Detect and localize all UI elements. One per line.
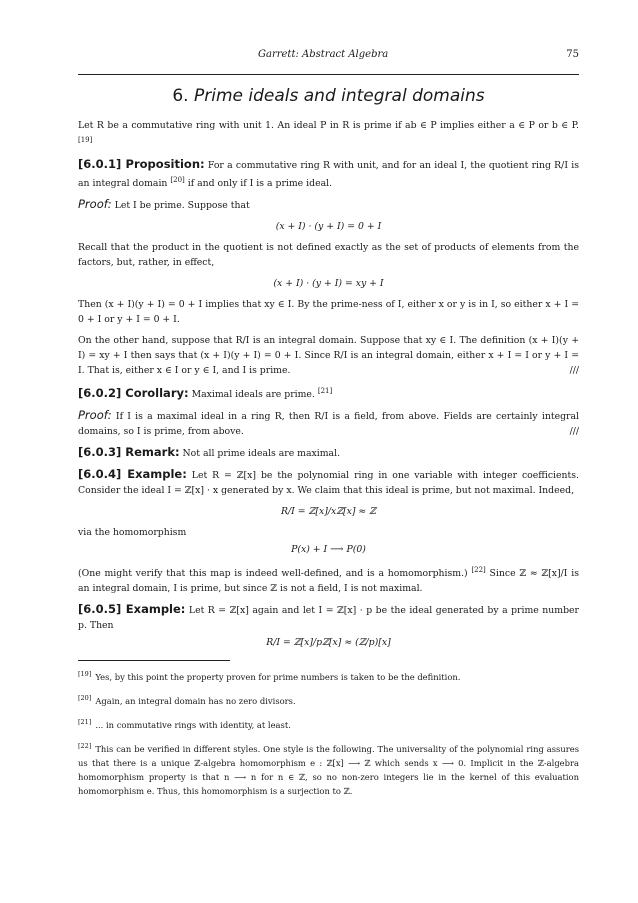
section-title [78, 86, 579, 106]
equation-5: R/I = ℤ[x]/pℤ[x] ≈ (ℤ/p)[x] [266, 637, 391, 649]
remark-603: [6.0.3] Remark: Not all prime ideals are maximal. [78, 445, 341, 460]
proof-label: Proof: [78, 197, 112, 212]
footnote-19: [19] Yes, by this point the property proven for prime numbers is taken to be the definition. [78, 670, 461, 683]
remark-label: [6.0.3] Remark: [78, 445, 180, 460]
proof-1-para-3: Then (x + I)(y + I) = 0 + I implies that xy ∈ I. By the prime-ness of I, either x or y is in I, so either x + I = 0 + I or y + I = 0 + I. [78, 299, 579, 326]
proof-label: Proof: [78, 408, 112, 423]
footnote-ref-22[interactable]: [22] [471, 566, 486, 575]
example-604-after: (One might verify that this map is indeed well-defined, and is a homomorphism.) [22] Since ℤ ≈ ℤ[x]/I is an integral domain, I is prime, but since ℤ is not a field, I is not maximal. [78, 566, 579, 595]
footnote-ref-20[interactable]: [20] [170, 176, 185, 185]
proposition-601: [6.0.1] Proposition: For a commutative ring R with unit, and for an ideal I, the quotient ring R/I is an integral domain [20] if and only if I is a prime ideal. [78, 157, 579, 190]
proof-2: Proof: If I is a maximal ideal in a ring R, then R/I is a field, from above. Fields are certainly integral domains, so I is prime, from above. /// [78, 408, 579, 438]
proof-1-intro: Proof: Let I be prime. Suppose that [78, 197, 250, 212]
equation-1: (x + I) · (y + I) = 0 + I [275, 221, 382, 233]
section-number: 6. [172, 86, 189, 106]
qed-mark: /// [569, 365, 579, 377]
proposition-label: [6.0.1] Proposition: [78, 157, 205, 172]
intro-paragraph: Let R be a commutative ring with unit 1. An ideal P in R is prime if ab ∈ P implies either a ∈ P or b ∈ P. [19] [78, 120, 579, 144]
example-604: [6.0.4] Example: Let R = ℤ[x] be the polynomial ring in one variable with integer coefficients. Consider the ideal I = ℤ[x] · x generated by x. We claim that this ideal is prime, but not maximal. Indeed, [78, 467, 579, 497]
footnote-21: [21] ... in commutative rings with identity, at least. [78, 717, 291, 730]
equation-2: (x + I) · (y + I) = xy + I [273, 278, 384, 290]
header-rule [78, 74, 579, 75]
qed-mark: /// [569, 426, 579, 438]
body-text [78, 118, 579, 805]
footnote-22: [22] This can be verified in different styles. One style is the following. The universality of the polynomial ring assures us that there is a unique ℤ-algebra homomorphism e : ℤ[x] ⟶ ℤ which sends x ⟶ 0. Implicit in the ℤ-algebra homomorphism property is that n ⟶ n for n ∈ ℤ, so no non-zero integers lie in the kernel of this evaluation homomorphism e. Thus, this homomorphism is a surjection to ℤ. [78, 741, 579, 796]
equation-3: R/I = ℤ[x]/xℤ[x] ≈ ℤ [281, 506, 376, 518]
example-605: [6.0.5] Example: Let R = ℤ[x] again and let I = ℤ[x] · p be the ideal generated by a prime number p. Then [78, 602, 579, 632]
example-label: [6.0.4] Example: [78, 467, 187, 482]
footnote-rule [78, 660, 230, 661]
running-header [78, 49, 579, 63]
equation-4: P(x) + I ⟶ P(0) [291, 544, 366, 556]
proof-1-para-2: Recall that the product in the quotient is not defined exactly as the set of products of elements from the factors, but, rather, in effect, [78, 242, 579, 269]
page-number: 75 [566, 49, 579, 60]
footnote-ref-21[interactable]: [21] [317, 387, 333, 396]
running-head: Garrett: Abstract Algebra [258, 49, 389, 60]
example-label: [6.0.5] Example: [78, 602, 186, 617]
corollary-label: [6.0.2] Corollary: [78, 386, 189, 401]
corollary-602: [6.0.2] Corollary: Maximal ideals are prime. [21] [78, 386, 333, 401]
proof-1-para-4: On the other hand, suppose that R/I is an integral domain. Suppose that xy ∈ I. The definition (x + I)(y + I) = xy + I then says that (x + I)(y + I) = 0 + I. Since R/I is an integral domain, either x + I = I or y + I = I. That is, either x ∈ I or y ∈ I, and I is prime. /// [78, 335, 579, 377]
footnote-20: [20] Again, an integral domain has no zero divisors. [78, 694, 296, 706]
example-604-via: via the homomorphism [78, 527, 187, 539]
footnote-ref-19[interactable]: [19] [78, 136, 93, 144]
section-title-text: Prime ideals and integral domains [194, 86, 485, 106]
